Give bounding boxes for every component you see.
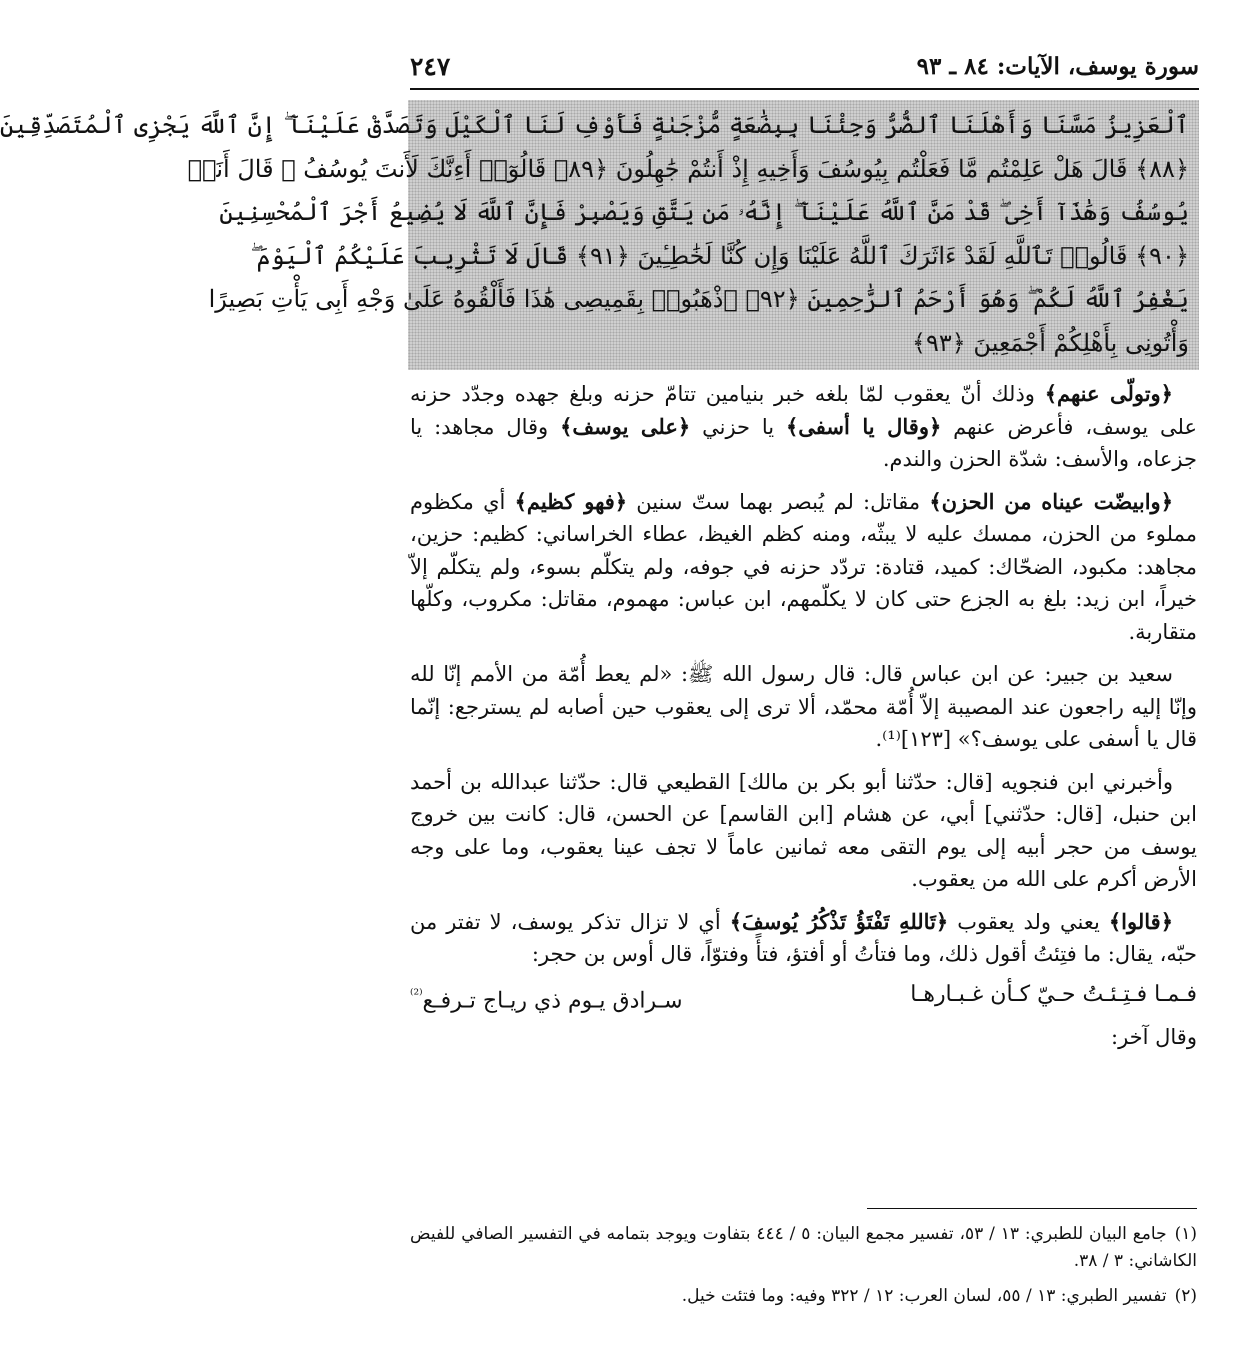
running-title: سورة يوسف، الآيات: ٨٤ ـ ٩٣ xyxy=(916,52,1199,80)
poem-verse xyxy=(410,979,1197,1018)
footnote-number: (١) xyxy=(1174,1224,1197,1244)
footnote-marker: ⁽²⁾ xyxy=(410,986,423,1003)
poem-hemistich-text: سـرادق يـوم ذي ريـاج تـرفـع xyxy=(422,987,683,1013)
paragraph-text: وذلك أنّ يعقوب لمّا بلغه خبر بنيامين تتامّ حزنه وبلغ جهده وجدّد حزنه على يوسف، فأعرض عنهم xyxy=(410,382,1198,439)
paragraph: سعيد بن جبير: عن ابن عباس قال: قال رسول الله ﷺ: «لم يعط أُمّة من الأمم إنّا لله وإنّا إليه راجعون عند المصيبة إلاّ أُمّة محمّد، ألا ترى إلى يعقوب حين أصابه لم يسترجع: إنّما قال يا أسفى على يوسف؟» [١٢٣]⁽¹⁾. xyxy=(410,662,1197,751)
paragraph xyxy=(410,378,1197,476)
footnote-text: تفسير الطبري: ١٣ / ٥٥، لسان العرب: ١٢ / ٣٢٢ وفيه: وما فتئت خيل. xyxy=(681,1286,1167,1306)
paragraph-text: يعني ولد يعقوب xyxy=(948,909,1109,934)
quoted-phrase: ﴿تَاللهِ تَفْتَؤُ تَذْكُرُ يُوسفَ﴾ xyxy=(729,908,949,934)
page-number: ٢٤٧ xyxy=(410,51,451,81)
paragraph-text: وقال مجاهد: يا جزعاه، والأسف: شدّة الحزن والندم. xyxy=(410,414,1197,471)
footnotes-section xyxy=(410,1208,1197,1318)
verse-line: ﴿٨٨﴾ قَالَ هَلْ عَلِمْتُم مَّا فَعَلْتُم بِيُوسُفَ وَأَخِيهِ إِذْ أَنتُمْ جَٰهِلُونَ ﴿٨٩﴾ قَالُوٓا۟ أَءِنَّكَ لَأَنتَ يُوسُفُ ۖ قَالَ أَنَا۠ xyxy=(187,154,1189,183)
quoted-phrase: ﴿على يوسف﴾ xyxy=(560,413,691,439)
footnote-divider xyxy=(867,1208,1197,1209)
quoted-phrase: ﴿قالوا﴾ xyxy=(1108,908,1174,934)
paragraph-text: يا حزني xyxy=(690,414,786,439)
quoted-phrase: ﴿وقال يا أسفى﴾ xyxy=(786,413,942,439)
page-header xyxy=(410,44,1199,90)
paragraph: وقال آخر: xyxy=(1111,1025,1197,1050)
quoted-phrase: ﴿وتولّى عنهم﴾ xyxy=(1044,381,1173,406)
verse-line: ﴿٩٠﴾ قَالُوا۟ تَٱللَّهِ لَقَدْ ءَاثَرَكَ ٱللَّهُ عَلَيْنَا وَإِن كُنَّا لَخَٰطِـِٔينَ ﴿٩١﴾ قَالَ لَا تَثْرِيبَ عَلَيْكُمُ ٱلْيَوْمَ ۖ xyxy=(250,241,1189,270)
verse-line: وَأْتُونِى بِأَهْلِكُمْ أَجْمَعِينَ ﴿٩٣﴾ xyxy=(911,328,1189,357)
quran-verses-box xyxy=(0,100,1199,370)
quoted-phrase: ﴿فهو كظيم﴾ xyxy=(514,488,628,514)
verse-line: يُوسُفُ وَهَٰذَآ أَخِى ۖ قَدْ مَنَّ ٱللَّهُ عَلَيْنَآ ۖ إِنَّهُۥ مَن يَتَّقِ وَيَصْبِرْ فَإِنَّ ٱللَّهَ لَا يُضِيعُ أَجْرَ ٱلْمُحْسِنِينَ xyxy=(219,198,1189,226)
paragraph xyxy=(410,486,1197,649)
paragraph xyxy=(410,906,1197,971)
paragraph-text: مقاتل: لم يُبصر بهما ستّ سنين xyxy=(627,489,930,514)
footnote xyxy=(410,1283,1197,1310)
commentary-body xyxy=(410,378,1197,1054)
quoted-phrase: ﴿وابيضّت عيناه من الحزن﴾ xyxy=(929,488,1174,514)
paragraph-text: أي مكظوم مملوء من الحزن، ممسك عليه لا يبثّه، ومنه كظم الغيظ، عطاء الخراساني: كظيم: حزين، مجاهد: مكبود، الضحّاك: كميد، قتادة: تردّد حزنه في جوفه، ولم يتكلّم بسوء، ولم يتكلّم إلاّ خيراً، ابن زيد: بلغ به الجزع حتى كان لا يكلّمهم، ابن عباس: مهموم، مقاتل: مكروب، وكلّها متقاربة. xyxy=(410,489,1197,644)
footnote-text: جامع البيان للطبري: ١٣ / ٥٣، تفسير مجمع البيان: ٥ / ٤٤٤ بتفاوت ويوجد بتمامه في التفسير الصافي للفيض الكاشاني: ٣ / ٣٨. xyxy=(410,1224,1197,1271)
verse-line: ٱلْعَزِيزُ مَسَّنَا وَأَهْلَنَا ٱلضُّرُّ وَجِئْنَا بِبِضَٰعَةٍ مُّزْجَىٰةٍ فَأَوْفِ لَنَا ٱلْكَيْلَ وَتَصَدَّقْ عَلَيْنَآ ۖ إِنَّ ٱللَّهَ يَجْزِى ٱلْمُتَصَدِّقِينَ xyxy=(0,111,1189,139)
verse-line: يَغْفِرُ ٱللَّهُ لَكُمْ ۖ وَهُوَ أَرْحَمُ ٱلرَّٰحِمِينَ ﴿٩٢﴾ ٱذْهَبُوا۟ بِقَمِيصِى هَٰذَا فَأَلْقُوهُ عَلَىٰ وَجْهِ أَبِى يَأْتِ بَصِيرًا xyxy=(208,285,1189,313)
poem-hemistich-first: فـمـا فـتِـئـتُ حـيّ كـأن غـبـارهـا xyxy=(910,981,1197,1007)
poem-hemistich-second xyxy=(410,979,683,1018)
paragraph-text: أي لا تزال تذكر يوسف، لا تفتر من حبّه، يقال: ما فتِئتُ أقول ذلك، وما فتأتُ أو أفتؤ، فتأً وفتوّاً، قال أوس بن حجر: xyxy=(410,909,1197,966)
footnote-number: (٢) xyxy=(1174,1286,1197,1306)
footnote xyxy=(410,1221,1197,1275)
paragraph: وأخبرني ابن فنجويه [قال: حدّثنا أبو بكر بن مالك] القطيعي قال: حدّثنا عبدالله بن أحمد ابن حنبل، [قال: حدّثني] أبي، عن هشام [ابن القاسم] عن الحسن، قال: كانت بين خروج يوسف من حجر أبيه إلى يوم التقى معه ثمانين عاماً لا تجف عينا يعقوب، وما على وجه الأرض أكرم على الله من يعقوب. xyxy=(410,769,1197,891)
